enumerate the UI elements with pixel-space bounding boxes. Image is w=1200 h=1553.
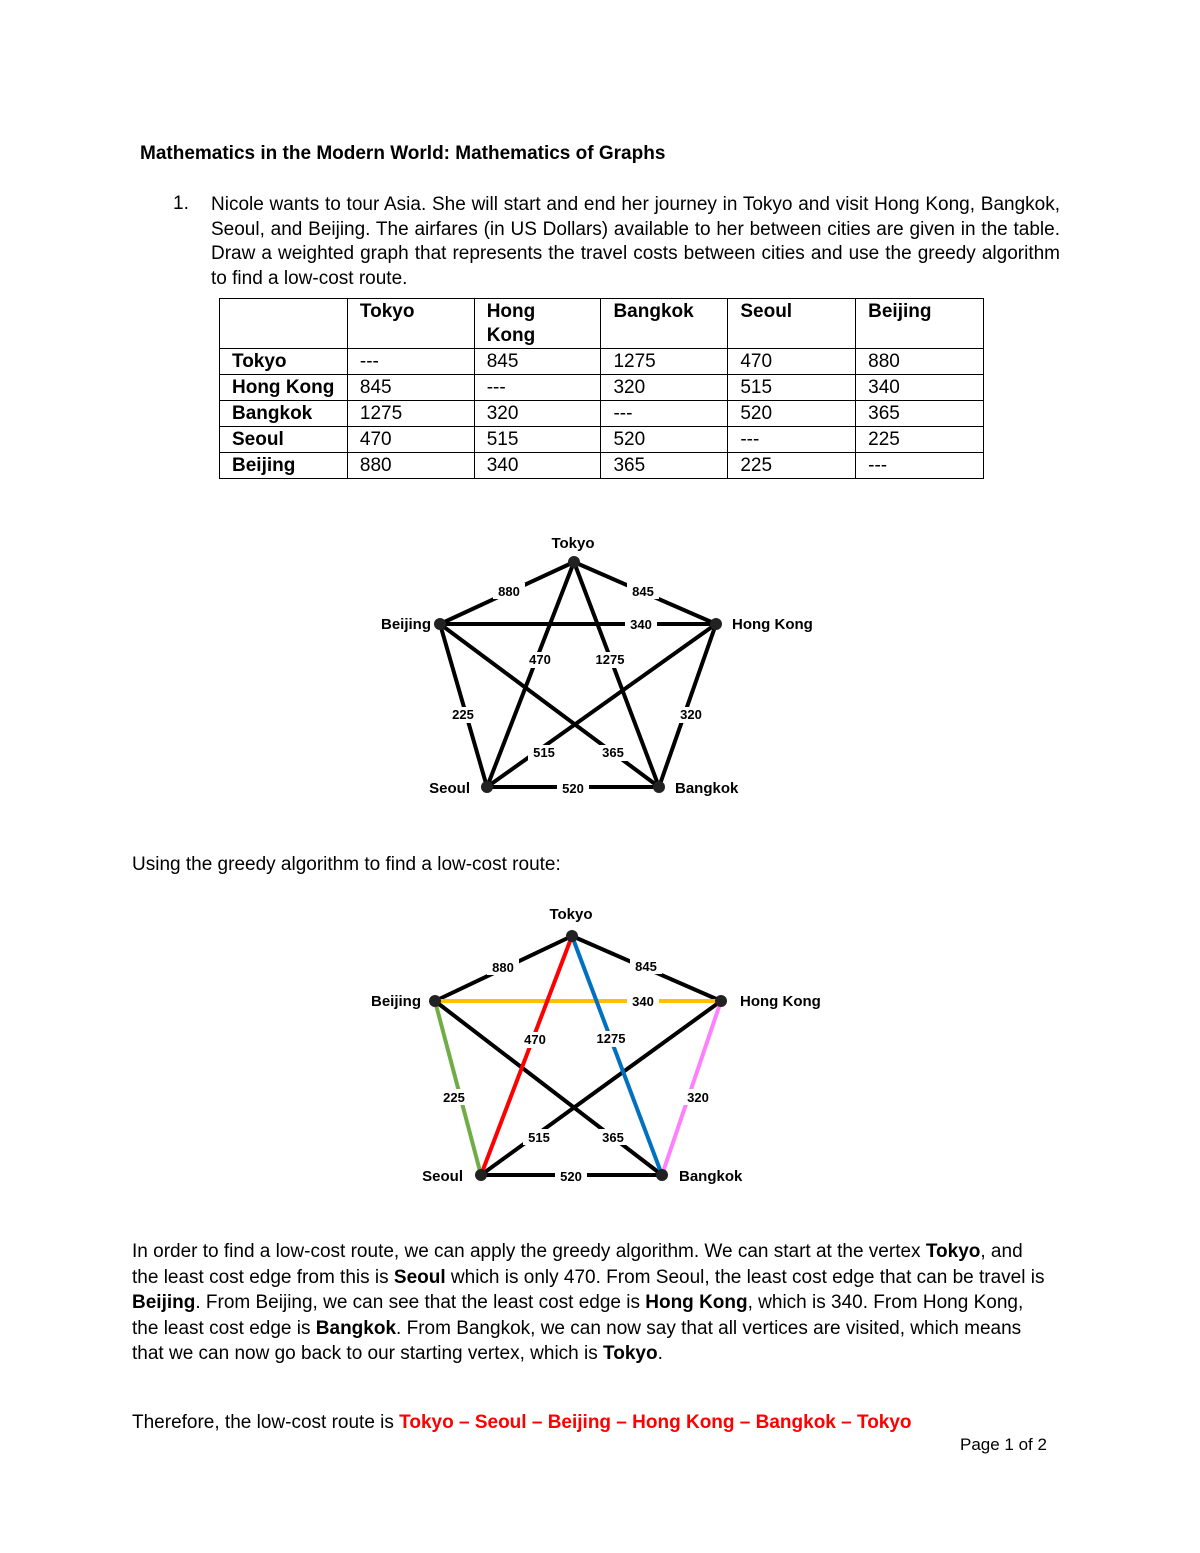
vertex-seoul — [475, 1169, 487, 1181]
greedy-intro: Using the greedy algorithm to find a low-cost route: — [132, 854, 561, 875]
explanation-bold: Tokyo — [603, 1343, 658, 1364]
greedy-route-graph — [0, 895, 1200, 1195]
table-cell: 365 — [601, 453, 728, 479]
explanation-text: . — [657, 1343, 663, 1364]
question-text: Nicole wants to tour Asia. She will start and end her journey in Tokyo and visit Hong Kong, Bangkok, Seoul, and Beijing. The airfares (in US Dollars) available to her between cities are given in the table. Draw a weighted graph that represents the travel costs between cities and use the greedy algorithm to find a low-cost route. — [211, 194, 1060, 289]
table-header-cell: Tokyo — [347, 299, 474, 349]
vertex-beijing — [434, 618, 446, 630]
weight-label: 320 — [680, 707, 702, 722]
table-cell: 340 — [856, 375, 984, 401]
edge-hongkong-seoul — [481, 1001, 721, 1175]
graph-edges — [435, 936, 721, 1175]
table-cell: --- — [474, 375, 601, 401]
vertex-beijing — [429, 995, 441, 1007]
city-label-seoul: Seoul — [422, 1168, 463, 1185]
explanation-text: , and the least cost edge from this is — [132, 1241, 1023, 1288]
table-header-cell: Hong Kong — [474, 299, 601, 349]
edge-hongkong-bangkok — [659, 624, 716, 787]
table-cell: 845 — [347, 375, 474, 401]
table-cell: 515 — [474, 427, 601, 453]
table-cell: 880 — [347, 453, 474, 479]
table-cell: --- — [601, 401, 728, 427]
city-label-hongkong: Hong Kong — [740, 993, 821, 1010]
explanation-bold: Hong Kong — [645, 1292, 748, 1313]
table-cell: 880 — [856, 349, 984, 375]
page-number: Page 1 of 2 — [960, 1435, 1047, 1454]
table-row — [220, 375, 984, 401]
row-header-cell: Tokyo — [220, 349, 348, 375]
weight-labels — [438, 958, 714, 1184]
city-label-seoul: Seoul — [429, 780, 470, 797]
weight-label: 365 — [602, 745, 624, 760]
weighted-graph — [0, 525, 1200, 810]
table-cell: 340 — [474, 453, 601, 479]
table-cell: 320 — [474, 401, 601, 427]
table-cell: 365 — [856, 401, 984, 427]
route-edge-hongkong-bangkok — [662, 1001, 721, 1175]
weight-label: 880 — [492, 960, 514, 975]
table-cell: --- — [728, 427, 856, 453]
table-cell: 225 — [728, 453, 856, 479]
weight-label: 225 — [452, 707, 474, 722]
table-cell: 470 — [728, 349, 856, 375]
explanation-bold: Beijing — [132, 1292, 196, 1313]
table-cell: 225 — [856, 427, 984, 453]
table-row — [220, 427, 984, 453]
explanation-bold: Seoul — [393, 1266, 446, 1288]
route-edges — [435, 936, 721, 1175]
city-label-tokyo: Tokyo — [551, 535, 595, 552]
weight-label: 320 — [687, 1090, 709, 1105]
weight-label: 1275 — [595, 652, 625, 667]
city-label-beijing: Beijing — [370, 993, 421, 1010]
city-label-beijing: Beijing — [380, 616, 431, 633]
table-cell: 320 — [601, 375, 728, 401]
conclusion — [132, 1410, 912, 1436]
vertex-seoul — [481, 781, 493, 793]
explanation-bold: Tokyo — [925, 1241, 981, 1262]
table-cell: 845 — [474, 349, 601, 375]
document-title: Mathematics in the Modern World: Mathematics of Graphs — [140, 143, 666, 164]
table-row — [220, 401, 984, 427]
table-header-cell: Beijing — [856, 299, 984, 349]
weight-label: 845 — [635, 959, 657, 974]
table-header-cell: Seoul — [728, 299, 856, 349]
table-cell: 520 — [601, 427, 728, 453]
city-label-hongkong: Hong Kong — [732, 616, 813, 633]
row-header-cell: Bangkok — [220, 401, 348, 427]
explanation-paragraph — [132, 1239, 1047, 1367]
weight-label: 520 — [560, 1169, 582, 1184]
edge-beijing-seoul — [440, 624, 487, 787]
vertex-hongkong — [715, 995, 727, 1007]
table-cell: --- — [856, 453, 984, 479]
explanation-text: . From Bangkok, we can now say that all vertices are visited, which means that we can now go back to our starting vertex, which is — [132, 1317, 1022, 1364]
weight-label: 470 — [529, 652, 551, 667]
table-header-cell: Bangkok — [601, 299, 728, 349]
table-row — [220, 349, 984, 375]
city-label-bangkok: Bangkok — [675, 780, 739, 797]
weight-label: 470 — [524, 1032, 546, 1047]
weight-label: 520 — [562, 781, 584, 796]
conclusion-text: Therefore, the low-cost route is — [132, 1412, 400, 1433]
row-header-cell: Hong Kong — [220, 375, 348, 401]
weight-label: 365 — [602, 1130, 624, 1145]
vertex-tokyo — [566, 930, 578, 942]
explanation-text: In order to find a low-cost route, we can apply the greedy algorithm. We can start at the vertex — [132, 1241, 926, 1262]
weight-label: 1275 — [596, 1031, 626, 1046]
table-cell: 1275 — [347, 401, 474, 427]
vertex-hongkong — [710, 618, 722, 630]
weight-label: 515 — [528, 1130, 550, 1145]
explanation-text: , which is 340. From Hong Kong, the least cost edge is — [132, 1292, 1024, 1339]
vertex-tokyo — [568, 556, 580, 568]
weight-label: 340 — [630, 617, 652, 632]
conclusion-route: Tokyo – Seoul – Beijing – Hong Kong – Bangkok – Tokyo — [399, 1412, 912, 1433]
row-header-cell: Beijing — [220, 453, 348, 479]
airfare-table — [219, 298, 984, 479]
table-row — [220, 453, 984, 479]
explanation-text: . From Beijing, we can see that the least cost edge is — [195, 1292, 646, 1313]
vertex-bangkok — [653, 781, 665, 793]
city-label-bangkok: Bangkok — [679, 1168, 743, 1185]
weight-label: 225 — [443, 1090, 465, 1105]
table-header-cell — [220, 299, 348, 349]
explanation-text: which is only 470. From Seoul, the least cost edge that can be travel is — [445, 1266, 1045, 1288]
vertex-bangkok — [656, 1169, 668, 1181]
city-label-tokyo: Tokyo — [549, 906, 593, 923]
weight-label: 340 — [632, 994, 654, 1009]
table-cell: 1275 — [601, 349, 728, 375]
row-header-cell: Seoul — [220, 427, 348, 453]
table-header-row — [220, 299, 984, 349]
explanation-bold: Bangkok — [315, 1317, 397, 1339]
weight-label: 845 — [632, 584, 654, 599]
graph-edges — [440, 562, 716, 787]
weight-label: 515 — [533, 745, 555, 760]
table-cell: 515 — [728, 375, 856, 401]
weight-label: 880 — [498, 584, 520, 599]
route-edge-beijing-seoul — [435, 1001, 481, 1175]
table-cell: 520 — [728, 401, 856, 427]
table-cell: --- — [347, 349, 474, 375]
table-cell: 470 — [347, 427, 474, 453]
question-number: 1. — [173, 193, 189, 214]
edge-hongkong-seoul — [487, 624, 716, 787]
